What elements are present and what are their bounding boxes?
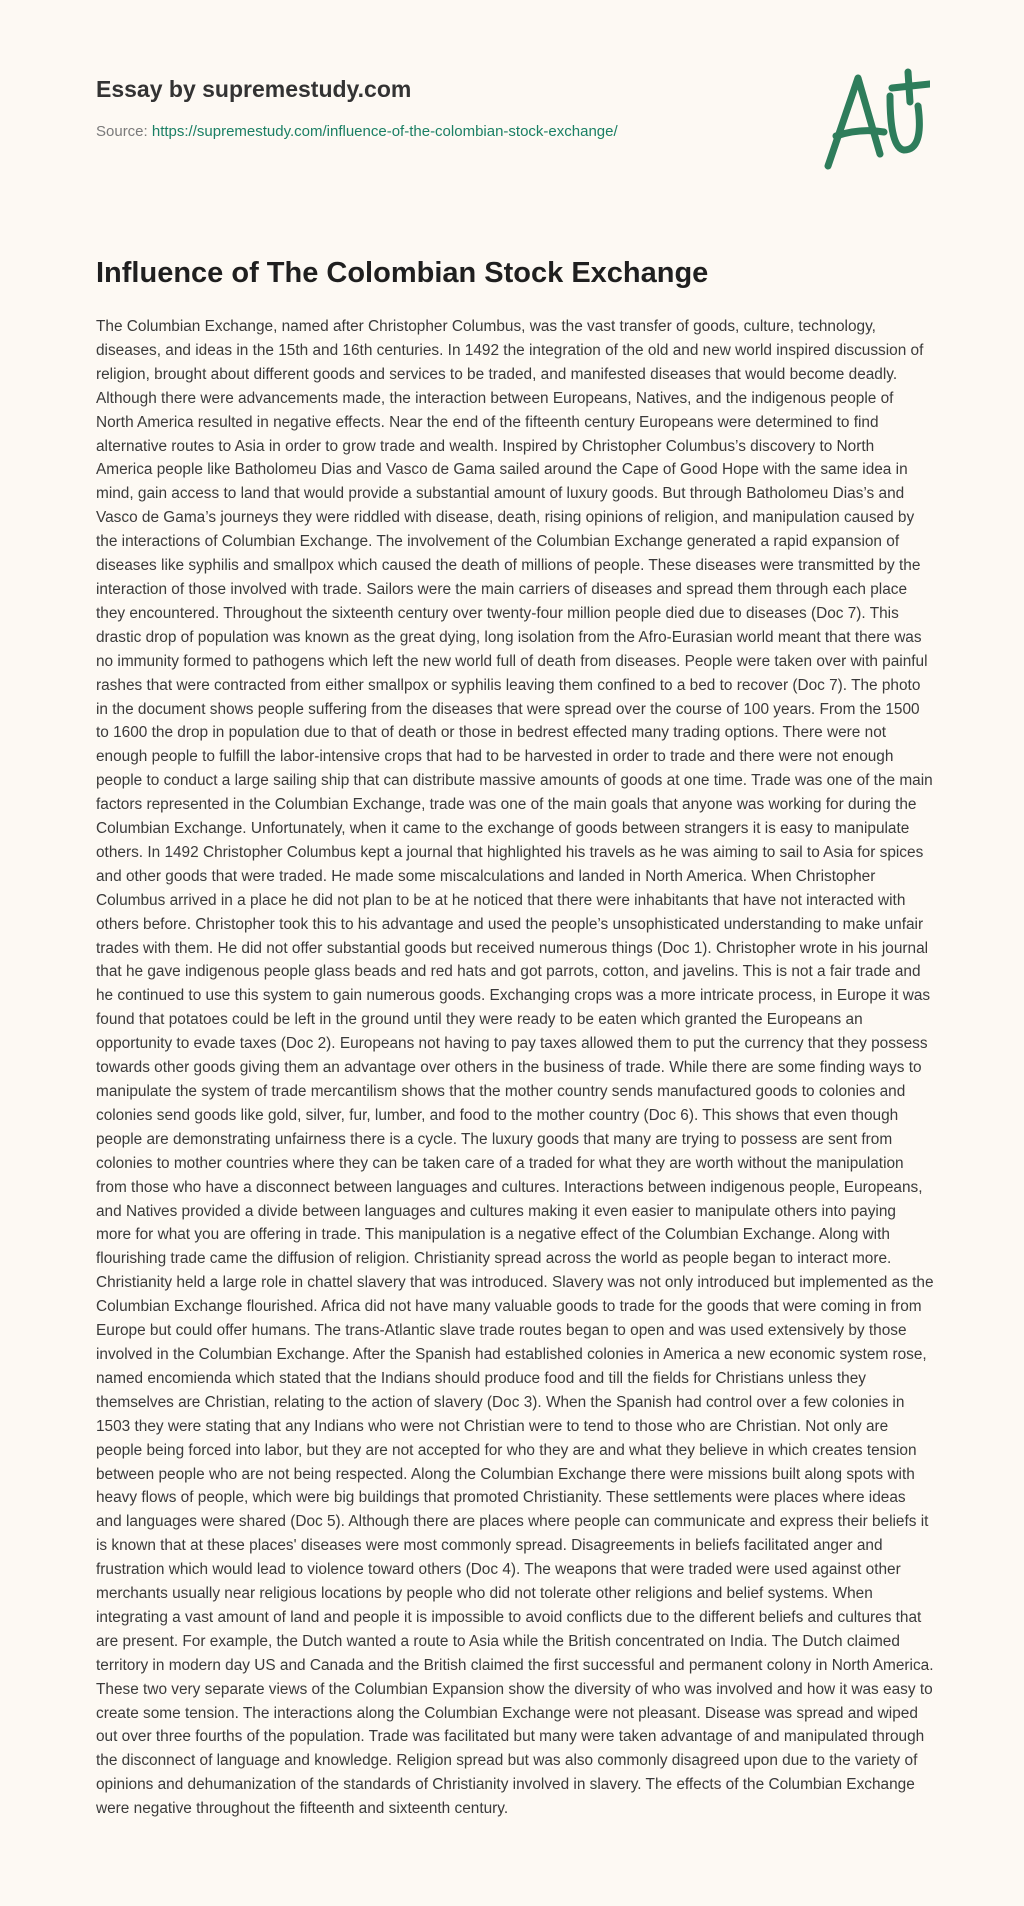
page-header: [96, 74, 796, 142]
essay-title: Influence of The Colombian Stock Exchange: [96, 257, 709, 289]
site-title: Essay by supremestudy.com: [96, 76, 412, 102]
source-link[interactable]: https://supremestudy.com/influence-of-the-colombian-stock-exchange/: [151, 123, 618, 140]
a-plus-grade-icon: [820, 62, 930, 172]
source-label: Source:: [96, 123, 148, 140]
source-line: [96, 122, 796, 142]
essay-body: The Columbian Exchange, named after Christopher Columbus, was the vast transfer of goods, culture, technology, diseases, and ideas in the 15th and 16th centuries. In 1492 the integration of the old and new world inspired discussion of religion, brought about different goods and services to be traded, and manifested diseases that would become deadly. Although there were advancements made, the interaction between Europeans, Natives, and the indigenous people of North America resulted in negative effects. Near the end of the fifteenth century Europeans were determined to find alternative routes to Asia in order to grow trade and wealth. Inspired by Christopher Columbus’s discovery to North America people like Batholomeu Dias and Vasco de Gama sailed around the Cape of Good Hope with the same idea in mind, gain access to land that would provide a substantial amount of luxury goods. But through Batholomeu Dias’s and Vasco de Gama’s journeys they were riddled with disease, death, rising opinions of religion, and manipulation caused by the interactions of Columbian Exchange. The involvement of the Columbian Exchange generated a rapid expansion of diseases like syphilis and smallpox which caused the death of millions of people. These diseases were transmitted by the interaction of those involved with trade. Sailors were the main carriers of diseases and spread them through each place they encountered. Throughout the sixteenth century over twenty-four million people died due to diseases (Doc 7). This drastic drop of population was known as the great dying, long isolation from the Afro-Eurasian world meant that there was no immunity formed to pathogens which left the new world full of death from diseases. People were taken over with painful rashes that were contracted from either smallpox or syphilis leaving them confined to a bed to recover (Doc 7). The photo in the document shows people suffering from the diseases that were spread over the course of 100 years. From the 1500 to 1600 the drop in population due to that of death or those in bedrest effected many trading options. There were not enough people to fulfill the labor-intensive crops that had to be harvested in order to trade and there were not enough people to conduct a large sailing ship that can distribute massive amounts of goods at one time. Trade was one of the main factors represented in the Columbian Exchange, trade was one of the main goals that anyone was working for during the Columbian Exchange. Unfortunately, when it came to the exchange of goods between strangers it is easy to manipulate others. In 1492 Christopher Columbus kept a journal that highlighted his travels as he was aiming to sail to Asia for spices and other goods that were traded. He made some miscalculations and landed in North America. When Christopher Columbus arrived in a place he did not plan to be at he noticed that there were inhabitants that have not interacted with others before. Christopher took this to his advantage and used the people’s unsophisticated understanding to make unfair trades with them. He did not offer substantial goods but received numerous things (Doc 1). Christopher wrote in his journal that he gave indigenous people glass beads and red hats and got parrots, cotton, and javelins. This is not a fair trade and he continued to use this system to gain numerous goods. Exchanging crops was a more intricate process, in Europe it was found that potatoes could be left in the ground until they were ready to be eaten which granted the Europeans an opportunity to evade taxes (Doc 2). Europeans not having to pay taxes allowed them to put the currency that they possess towards other goods giving them an advantage over others in the business of trade. While there are some finding ways to manipulate the system of trade mercantilism shows that the mother country sends manufactured goods to colonies and colonies send goods like gold, silver, fur, lumber, and food to the mother country (Doc 6). This shows that even though people are demonstrating unfairness there is a cycle. The luxury goods that many are trying to possess are sent from colonies to mother countries where they can be taken care of a traded for what they are worth without the manipulation from those who have a disconnect between languages and cultures. Interactions between indigenous people, Europeans, and Natives provided a divide between languages and cultures making it even easier to manipulate others into paying more for what you are offering in trade. This manipulation is a negative effect of the Columbian Exchange. Along with flourishing trade came the diffusion of religion. Christianity spread across the world as people began to interact more. Christianity held a large role in chattel slavery that was introduced. Slavery was not only introduced but implemented as the Columbian Exchange flourished. Africa did not have many valuable goods to trade for the goods that were coming in from Europe but could offer humans. The trans-Atlantic slave trade routes began to open and was used extensively by those involved in the Columbian Exchange. After the Spanish had established colonies in America a new economic system rose, named encomienda which stated that the Indians should produce food and till the fields for Christians unless they themselves are Christian, relating to the action of slavery (Doc 3). When the Spanish had control over a few colonies in 1503 they were stating that any Indians who were not Christian were to tend to those who are Christian. Not only are people being forced into labor, but they are not accepted for who they are and what they believe in which creates tension between people who are not being respected. Along the Columbian Exchange there were missions built along spots with heavy flows of people, which were big buildings that promoted Christianity. These settlements were places where ideas and languages were shared (Doc 5). Although there are places where people can communicate and express their beliefs it is known that at these places' diseases were most commonly spread. Disagreements in beliefs facilitated anger and frustration which would lead to violence toward others (Doc 4). The weapons that were traded were used against other merchants usually near religious locations by people who did not tolerate other religions and belief systems. When integrating a vast amount of land and people it is impossible to avoid conflicts due to the different beliefs and cultures that are present. For example, the Dutch wanted a route to Asia while the British concentrated on India. The Dutch claimed territory in modern day US and Canada and the British claimed the first successful and permanent colony in North America. These two very separate views of the Columbian Expansion show the diversity of who was involved and how it was easy to create some tension. The interactions along the Columbian Exchange were not pleasant. Disease was spread and wiped out over three fourths of the population. Trade was facilitated but many were taken advantage of and manipulated through the disconnect of language and knowledge. Religion spread but was also commonly disagreed upon due to the variety of opinions and dehumanization of the standards of Christianity involved in slavery. The effects of the Columbian Exchange were negative throughout the fifteenth and sixteenth century.: [96, 318, 934, 1818]
